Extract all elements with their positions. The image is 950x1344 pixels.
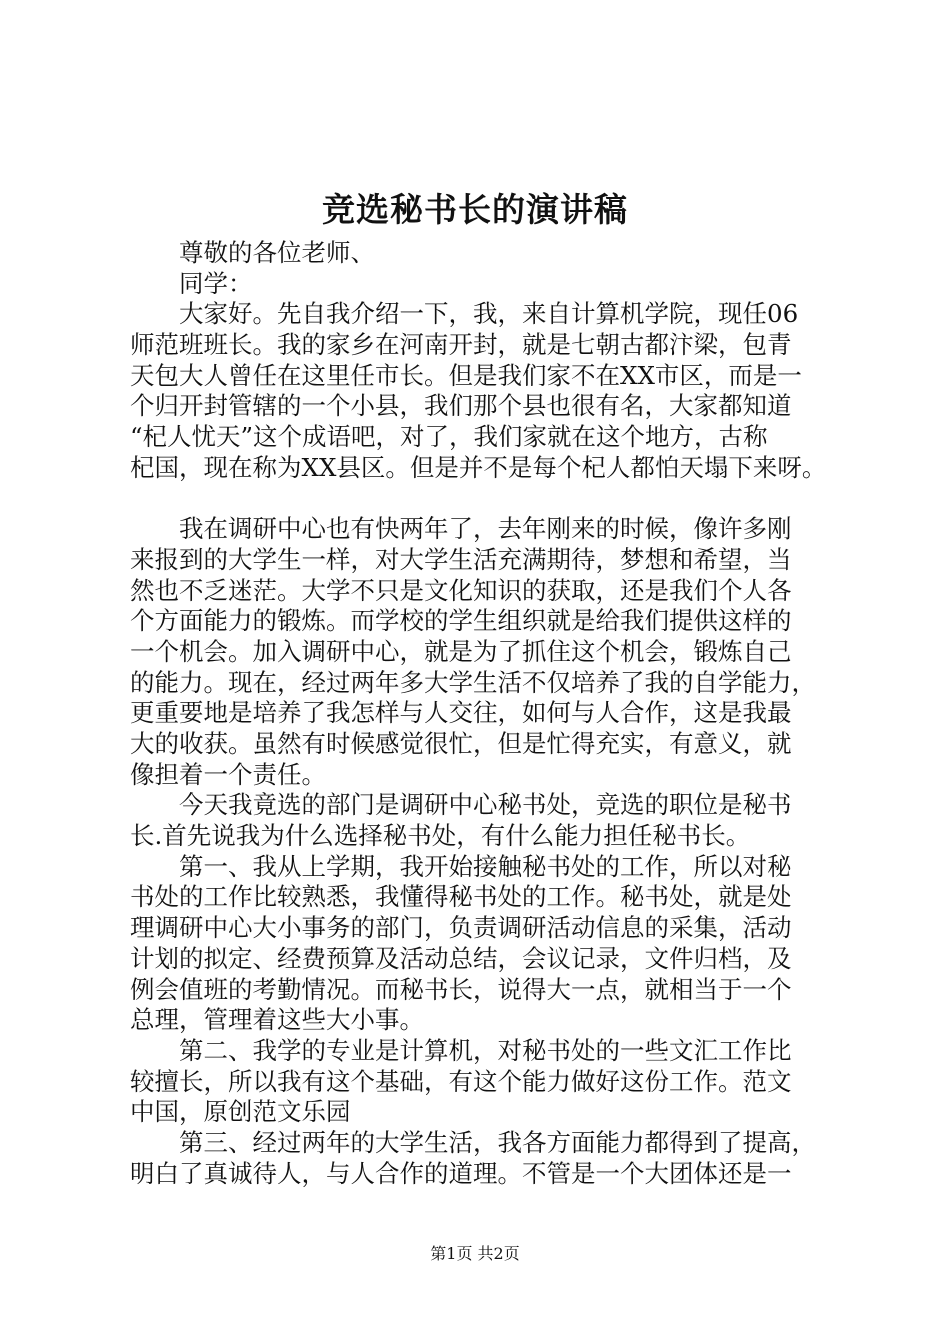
text-line: 第二、我学的专业是计算机，对秘书处的一些文汇工作比: [130, 1035, 792, 1065]
text-line: 个方面能力的锻炼。而学校的学生组织就是给我们提供这样的: [130, 606, 792, 636]
text-line: 大的收获。虽然有时候感觉很忙，但是忙得充实，有意义，就: [130, 729, 792, 758]
text-line: 一个机会。加入调研中心，就是为了抓住这个机会，锻炼自己: [130, 636, 792, 666]
text-line: 计划的拟定、经费预算及活动总结，会议记录，文件归档，及: [130, 943, 792, 973]
text-line: 个归开封管辖的一个小县，我们那个县也很有名，大家都知道: [130, 391, 792, 421]
text-line: 尊敬的各位老师、: [130, 238, 375, 267]
text-line: 杞国，现在称为XX县区。但是并不是每个杞人都怕天塌下来呀。: [130, 452, 827, 482]
text-line: 像担着一个责任。: [130, 759, 326, 789]
text-line: 更重要地是培养了我怎样与人交往，如何与人合作，这是我最: [130, 698, 792, 728]
paragraph-gap: [130, 484, 850, 515]
text-line: 总理，管理着这些大小事。: [130, 1005, 424, 1035]
text-line: 来报到的大学生一样，对大学生活充满期待，梦想和希望，当: [130, 544, 792, 574]
text-line: 大家好。先自我介绍一下，我，来自计算机学院，现任06: [130, 299, 799, 329]
text-line: 书处的工作比较熟悉，我懂得秘书处的工作。秘书处，就是处: [130, 882, 792, 912]
text-line: 师范班班长。我的家乡在河南开封，就是七朝古都汴梁，包青: [130, 330, 792, 360]
text-line: 较擅长，所以我有这个基础，有这个能力做好这份工作。范文: [130, 1066, 792, 1096]
text-line: 第三、经过两年的大学生活，我各方面能力都得到了提高，: [130, 1127, 816, 1157]
text-line: 我在调研中心也有快两年了，去年刚来的时候，像许多刚: [130, 514, 792, 544]
text-line: 理调研中心大小事务的部门，负责调研活动信息的采集，活动: [130, 913, 792, 943]
text-line: 然也不乏迷茫。大学不只是文化知识的获取，还是我们个人各: [130, 575, 792, 605]
text-line: 同学：: [130, 268, 253, 298]
text-line: 中国，原创范文乐园: [130, 1097, 351, 1127]
text-line: 例会值班的考勤情况。而秘书长，说得大一点，就相当于一个: [130, 974, 792, 1004]
text-line: 的能力。现在，经过两年多大学生活不仅培养了我的自学能力，: [130, 667, 816, 697]
text-line: 天包大人曾任在这里任市长。但是我们家不在XX市区，而是一: [130, 360, 802, 390]
document-title: 竞选秘书长的演讲稿: [322, 190, 628, 229]
text-line: “杞人忧天”这个成语吧，对了，我们家就在这个地方，古称: [130, 422, 768, 452]
page-number: 第1页 共2页: [430, 1244, 520, 1263]
text-line: 长.首先说我为什么选择秘书处，有什么能力担任秘书长。: [130, 821, 751, 851]
text-line: 今天我竟选的部门是调研中心秘书处，竞选的职位是秘书: [130, 790, 792, 820]
document-body: [130, 238, 850, 1189]
text-line: 明白了真诚待人，与人合作的道理。不管是一个大团体还是一: [130, 1158, 792, 1188]
text-line: 第一、我从上学期，我开始接触秘书处的工作，所以对秘: [130, 851, 792, 881]
